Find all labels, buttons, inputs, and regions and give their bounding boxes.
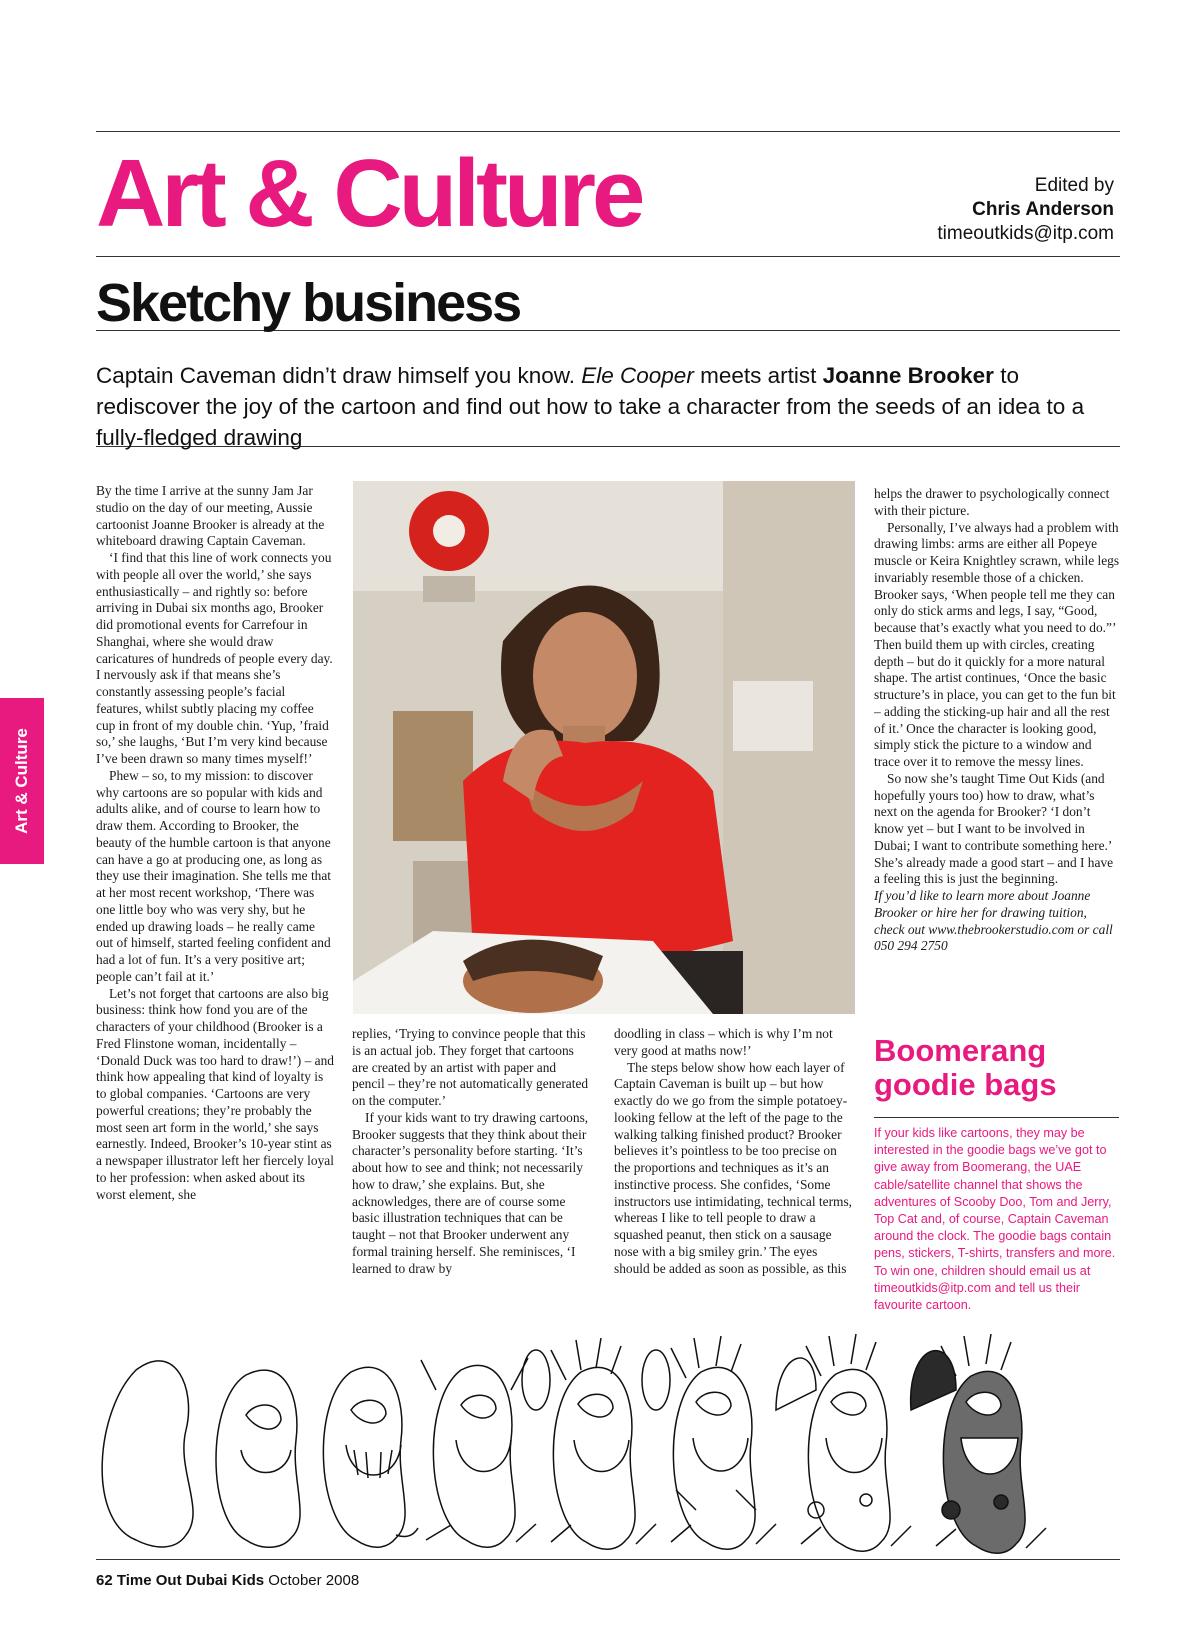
standfirst-part3: to rediscover the joy of the cartoon and find out how to take a character from the seeds of an idea to a fully-fledged drawing	[96, 363, 1085, 450]
side-tab-label: Art & Culture	[12, 728, 31, 834]
sketch-step-8	[911, 1334, 1046, 1553]
header-rule	[96, 256, 1120, 257]
article-headline: Sketchy business	[96, 273, 521, 333]
article-column-3	[614, 1026, 854, 1303]
editor-name: Chris Anderson	[972, 199, 1114, 220]
editor-email: timeoutkids@itp.com	[937, 223, 1114, 244]
paragraph: By the time I arrive at the sunny Jam Jar studio on the day of our meeting, Aussie cartoonist Joanne Brooker is already at the whiteboard drawing Captain Caveman.	[96, 483, 325, 549]
sketch-step-5	[522, 1338, 656, 1549]
paragraph: Let’s not forget that cartoons are also big business: think how fond you are of the characters of your childhood (Brooker is a Fred Flinstone woman, incidentally – ‘Donald Duck was too hard to draw!’) – and think how appealing that kind of loyalty is to global companies. ‘Cartoons are very powerful creations; they’re probably the most seen art form in the world,’ she says earnestly. Indeed, Brooker’s 10-year stint as a newspaper illustrator left her fiercely loyal to her profession: when asked about its worst element, she	[96, 985, 334, 1202]
article-standfirst	[96, 360, 1116, 453]
artist-photo-illustration	[353, 481, 855, 1014]
boxout-title: Boomerang goodie bags	[874, 1033, 1057, 1102]
paragraph: helps the drawer to psychologically connect with their picture.	[874, 486, 1110, 518]
article-column-4	[874, 486, 1120, 1016]
sketch-step-7	[776, 1334, 911, 1551]
paragraph: So now she’s taught Time Out Kids (and hopefully yours too) how to draw, what’s next on the agenda for Brooker? ‘I don’t know yet – but I want to be involved in Dubai; I want to contribute something here.’ She’s already made a good start – and I have a feeling this is just the beginning.	[874, 770, 1114, 887]
sketch-step-4	[421, 1358, 536, 1547]
paragraph: The steps below show how each layer of Captain Caveman is built up – but how exactly do we go from the simple potatoey-looking fellow at the left of the page to the walking talking finished product? Brooker believes it’s pointless to be too precise on the proportions and techniques as it’s an instinctive process. She confides, ‘Some instructors use intimidating, technical terms, whereas I like to tell people to draw a squashed peanut, then stick on a sausage nose with a big smiley grin.’ The eyes should be added as soon as possible, as this	[614, 1059, 853, 1276]
paragraph: If your kids want to try drawing cartoons, Brooker suggests that they think about their character’s personality before starting. ‘It’s about how to see and think; not necessarily how to draw,’ she explains. But, she acknowledges, there are of course some basic illustration techniques that can be taught – not that Brooker underwent any formal training herself. She reminisces, ‘I learned to draw by	[352, 1109, 589, 1276]
paragraph: doodling in class – which is why I’m not very good at maths now!’	[614, 1026, 833, 1058]
page-number: 62	[96, 1572, 113, 1589]
top-rule	[96, 131, 1120, 132]
paragraph: ‘I find that this line of work connects you with people all over the world,’ she says enthusiastically – and rightly so: before arriving in Dubai six months ago, Brooker did promotional events for Carrefour in Shanghai, where she would draw caricatures of hundreds of people every day. I nervously ask if that means she’s constantly assessing people’s facial features, whilst subtly placing my coffee cup in front of my double chin. ‘Yup, ’fraid so,’ she laughs, ‘But I’m very kind because I’ve been drawn so many times myself!’	[96, 550, 333, 766]
side-tab	[0, 698, 44, 864]
standfirst-writer: Ele Cooper	[581, 363, 694, 388]
caveman-sketch-sequence	[96, 1310, 1120, 1560]
sketch-step-6	[642, 1336, 776, 1549]
issue-date: October 2008	[268, 1572, 360, 1589]
standfirst-artist: Joanne Brooker	[822, 363, 994, 388]
page-footer	[96, 1572, 359, 1589]
sketch-step-3	[323, 1367, 418, 1547]
editor-credit	[937, 174, 1114, 246]
article-column-2	[352, 1026, 590, 1303]
boxout-rule	[874, 1117, 1119, 1118]
edited-by-label: Edited by	[1034, 175, 1114, 196]
paragraph: replies, ‘Trying to convince people that this is an actual job. They forget that cartoons are created by an artist with paper and pencil – they’re not automatically generated on the computer.’	[352, 1026, 589, 1108]
article-column-1	[96, 483, 334, 1303]
boxout-text: If your kids like cartoons, they may be interested in the goodie bags we’ve got to give away from Boomerang, the UAE cable/satellite channel that shows the adventures of Scooby Doo, Tom and Jerry, Top Cat and, of course, Captain Caveman around the clock. The goodie bags contain pens, stickers, T-shirts, transfers and more. To win one, children should email us at timeoutkids@itp.com and tell us their favourite cartoon.	[874, 1126, 1116, 1313]
artist-photo	[353, 481, 855, 1014]
sketch-step-1	[102, 1361, 193, 1547]
sketch-step-2	[216, 1370, 300, 1547]
magazine-name: Time Out Dubai Kids	[116, 1572, 265, 1589]
contact-info: If you’d like to learn more about Joanne Brooker or hire her for drawing tuition, check out www.thebrookerstudio.com or call 050 294 2750	[874, 888, 1113, 954]
standfirst-part1: Captain Caveman didn’t draw himself you know.	[96, 363, 582, 388]
standfirst-part2: meets artist	[693, 363, 823, 388]
paragraph: Personally, I’ve always had a problem with drawing limbs: arms are either all Popeye muscle or Keira Knightley scrawn, while legs invariably resemble those of a chicken. Brooker says, ‘When people tell me they can only do stick arms and legs, I say, “Good, because that’s exactly what you need to do.”’ Then build them up with circles, creating depth – but do it quickly for a more natural shape. The artist continues, ‘Once the basic structure’s in place, you can get to the fun bit – adding the sticking-up hair and all the rest of it.’ Once the character is looking good, simply stick the picture to a window and trace over it to remove the messy lines.	[874, 519, 1120, 769]
paragraph: Phew – so, to my mission: to discover why cartoons are so popular with kids and adults alike, and of course to learn how to draw them. According to Brooker, the beauty of the humble cartoon is that anyone can have a go at producing one, as long as they use their imagination. She tells me that at her most recent workshop, ‘There was one little boy who was very shy, but he ended up drawing loads – he really came out of himself, started feeling confident and had a lot of fun. It’s a very positive art; people can’t fail at it.’	[96, 767, 332, 984]
section-title: Art & Culture	[96, 140, 642, 247]
